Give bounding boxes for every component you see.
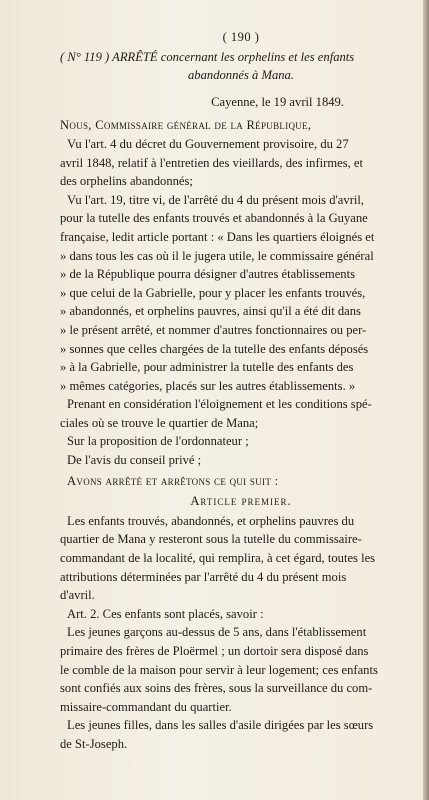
act-title-line-2: abandonnés à Mana.	[188, 68, 294, 83]
text-line: primaire des frères de Ploërmel ; un dortoir sera disposé dans	[60, 644, 369, 658]
article-heading: Article premier.	[190, 494, 292, 509]
text-line: française, ledit article portant : « Dans les quartiers éloignés et	[60, 229, 375, 244]
text-line: » abandonnés, et orphelins pauvres, ainsi qu'il a été dit dans	[60, 304, 361, 319]
text-line: Les enfants trouvés, abandonnés, et orphelins pauvres du	[67, 513, 355, 528]
text-line: quartier de Mana y resteront sous la tutelle du commissaire-	[60, 532, 362, 547]
text-line: d'avril.	[60, 588, 95, 603]
text-line: Les jeunes filles, dans les salles d'asile dirigées par les sœurs	[67, 718, 374, 733]
text-line: » le présent arrêté, et nommer d'autres fonctionnaires ou per-	[60, 322, 367, 337]
text-line: Prenant en considération l'éloignement et les conditions spé-	[67, 397, 372, 412]
text-line: Nous, Commissaire général de la République,	[60, 118, 312, 133]
text-line: des orphelins abandonnés;	[60, 174, 193, 189]
text-line: » que celui de la Gabrielle, pour y placer les enfants trouvés,	[60, 285, 366, 300]
text-line: De l'avis du conseil privé ;	[67, 453, 202, 468]
text-line: » de la République pourra désigner d'autres établissements	[60, 267, 355, 282]
text-line: Art. 2. Ces enfants sont placés, savoir :	[67, 606, 264, 621]
text-line: commandant de la localité, qui remplira, à cet égard, toutes les	[60, 551, 376, 566]
date-line: Cayenne, le 19 avril 1849.	[211, 94, 344, 109]
text-line: » sonnes que celles chargées de la tutelle des enfants déposés	[60, 341, 369, 356]
page-number: ( 190 )	[222, 30, 260, 44]
page-content	[60, 28, 422, 754]
text-line: sont confiés aux soins des frères, sous la surveillance du com-	[60, 681, 373, 696]
page-edge	[423, 0, 429, 800]
text-line: Vu l'art. 4 du décret du Gouvernement provisoire, du 27	[67, 136, 349, 151]
text-line: avril 1848, relatif à l'entretien des vieillards, des infirmes, et	[60, 155, 364, 170]
text-line: Avons arrêté et arrêtons ce qui suit :	[67, 473, 279, 488]
text-line: le comble de la maison pour servir à leur logement; ces enfants	[60, 662, 378, 677]
act-title-line-1: ( N° 119 ) ARRÊTÉ concernant les orphelins et les enfants	[60, 49, 355, 64]
text-line: » à la Gabrielle, pour administrer la tutelle des enfants des	[60, 360, 354, 375]
text-line: missaire-commandant du quartier.	[60, 699, 232, 714]
text-line: Les jeunes garçons au-dessus de 5 ans, dans l'établissement	[67, 625, 367, 640]
act-title	[60, 48, 422, 85]
text-line: attributions déterminées par l'arrêté du 4 du présent mois	[60, 569, 347, 584]
text-line: » mêmes catégories, placés sur les autres établissements. »	[60, 378, 356, 393]
text-line: Sur la proposition de l'ordonnateur ;	[67, 434, 249, 449]
text-line: pour la tutelle des enfants trouvés et abandonnés à la Guyane	[60, 211, 368, 226]
text-line: » dans tous les cas où il le jugera utile, le commissaire général	[60, 248, 374, 263]
text-line: de St-Joseph.	[60, 736, 128, 751]
text-line: ciales où se trouve le quartier de Mana;	[60, 415, 259, 430]
text-line: Vu l'art. 19, titre vi, de l'arrêté du 4 du présent mois d'avril,	[67, 192, 365, 207]
